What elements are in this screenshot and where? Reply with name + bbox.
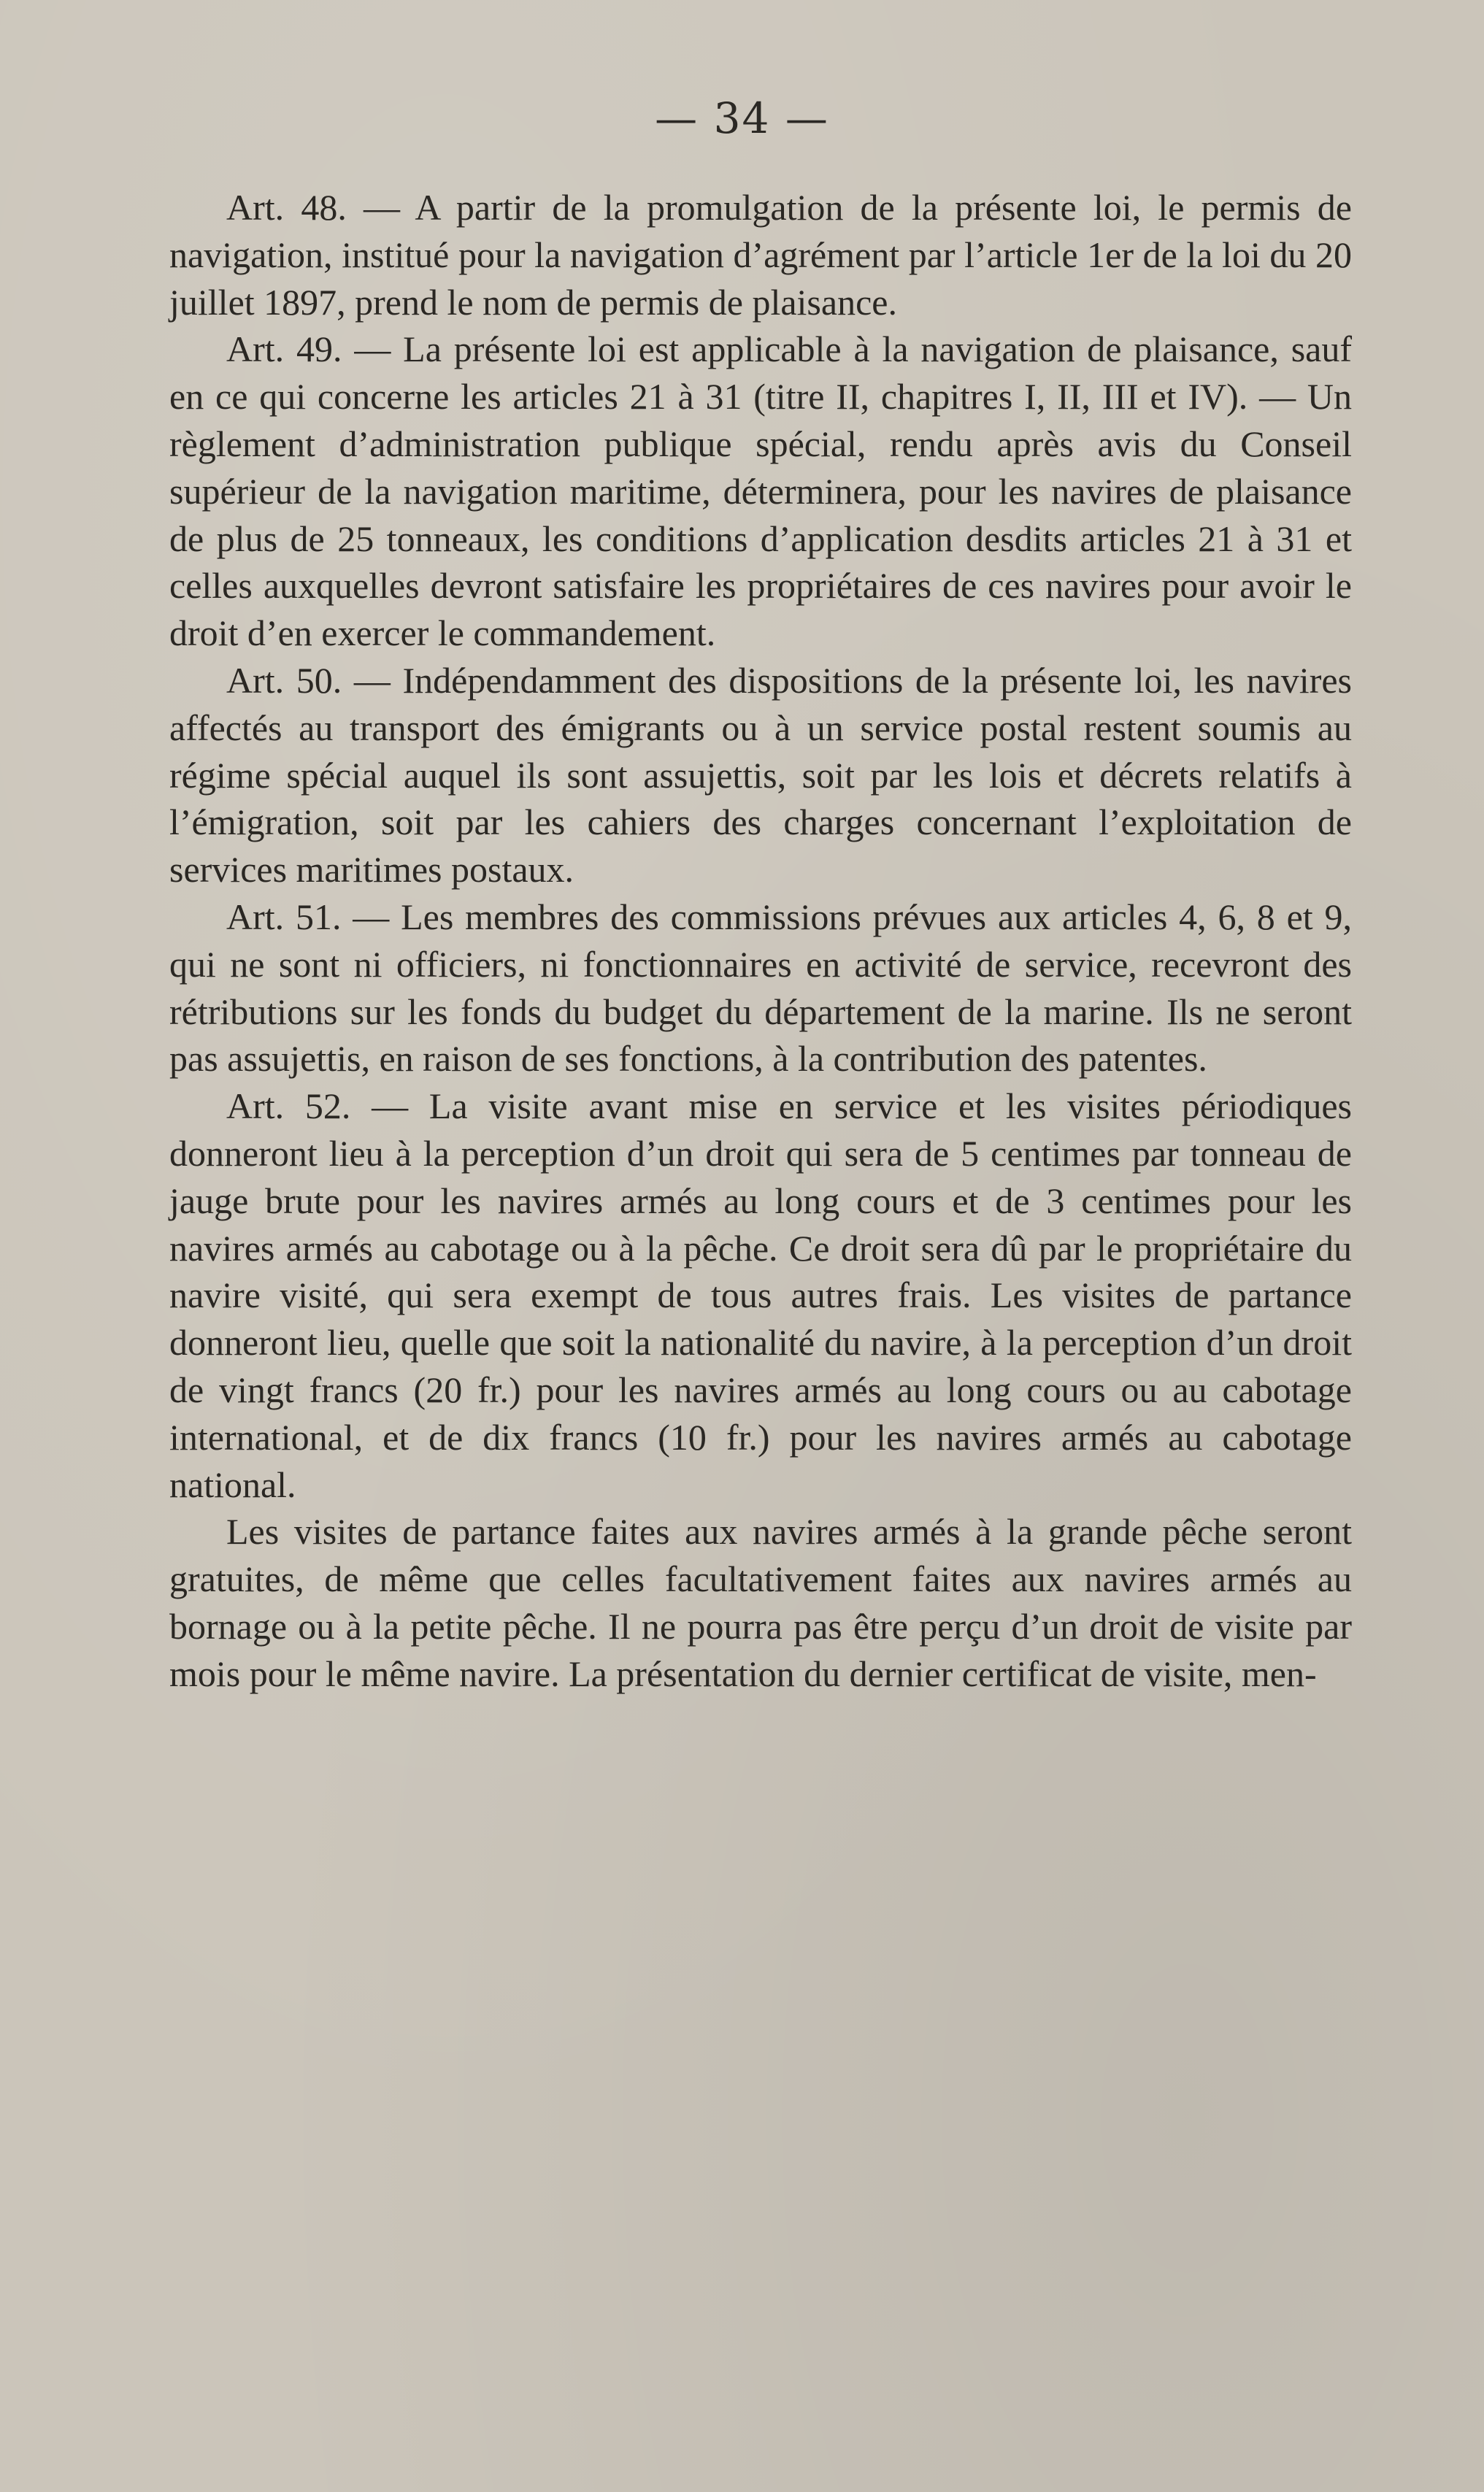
paragraph-art-50: Art. 50. — Indépendamment des dispositions de la présente loi, les navires affectés au transport des émigrants ou à un service postal restent soumis au régime spécial auquel ils sont assujettis, soit par les lois et décrets relatifs à l’émigration, soit par les cahiers des charges concernant l’exploitation de services maritimes postaux.	[169, 659, 1352, 891]
paragraph-art-51: Art. 51. — Les membres des commissions prévues aux articles 4, 6, 8 et 9, qui ne sont ni officiers, ni fonctionnaires en activité de service, recevront des rétributions sur les fonds du budget du département de la marine. Ils ne seront pas assujettis, en raison de ses fonctions, à la contribution des patentes.	[169, 896, 1352, 1080]
text-body	[169, 184, 1352, 1698]
paragraph-art-48: Art. 48. — A partir de la promulgation de la présente loi, le permis de navigation, institué pour la navigation d’agrément par l’article 1er de la loi du 20 juillet 1897, prend le nom de permis de plaisance.	[169, 187, 1352, 323]
paragraph-art-49: Art. 49. — La présente loi est applicable à la navigation de plaisance, sauf en ce qui concerne les articles 21 à 31 (titre II, chapitres I, II, III et IV). — Un règlement d’administration publique spécial, rendu après avis du Conseil supérieur de la navigation maritime, déterminera, pour les navires de plaisance de plus de 25 tonneaux, les conditions d’application desdits articles 21 à 31 et celles auxquelles devront satisfaire les propriétaires de ces navires pour avoir le droit d’en exercer le commandement.	[169, 328, 1352, 654]
page-number: — 34 —	[655, 93, 829, 143]
paragraph-art-52: Art. 52. — La visite avant mise en service et les visites périodiques donneront lieu à la perception d’un droit qui sera de 5 centimes par tonneau de jauge brute pour les navires armés au long cours et de 3 centimes pour les navires armés au cabotage ou à la pêche. Ce droit sera dû par le propriétaire du navire visité, qui sera exempt de tous autres frais. Les visites de partance donneront lieu, quelle que soit la nationalité du navire, à la perception d’un droit de vingt francs (20 fr.) pour les navires armés au long cours ou au cabotage international, et de dix francs (10 fr.) pour les navires armés au cabotage national.	[169, 1085, 1352, 1505]
paragraph-visites-partance: Les visites de partance faites aux navires armés à la grande pêche seront gratuites, de même que celles facultativement faites aux navires armés au bornage ou à la petite pêche. Il ne pourra pas être perçu d’un droit de visite par mois pour le même navire. La présentation du dernier certificat de visite, men-	[169, 1511, 1352, 1694]
